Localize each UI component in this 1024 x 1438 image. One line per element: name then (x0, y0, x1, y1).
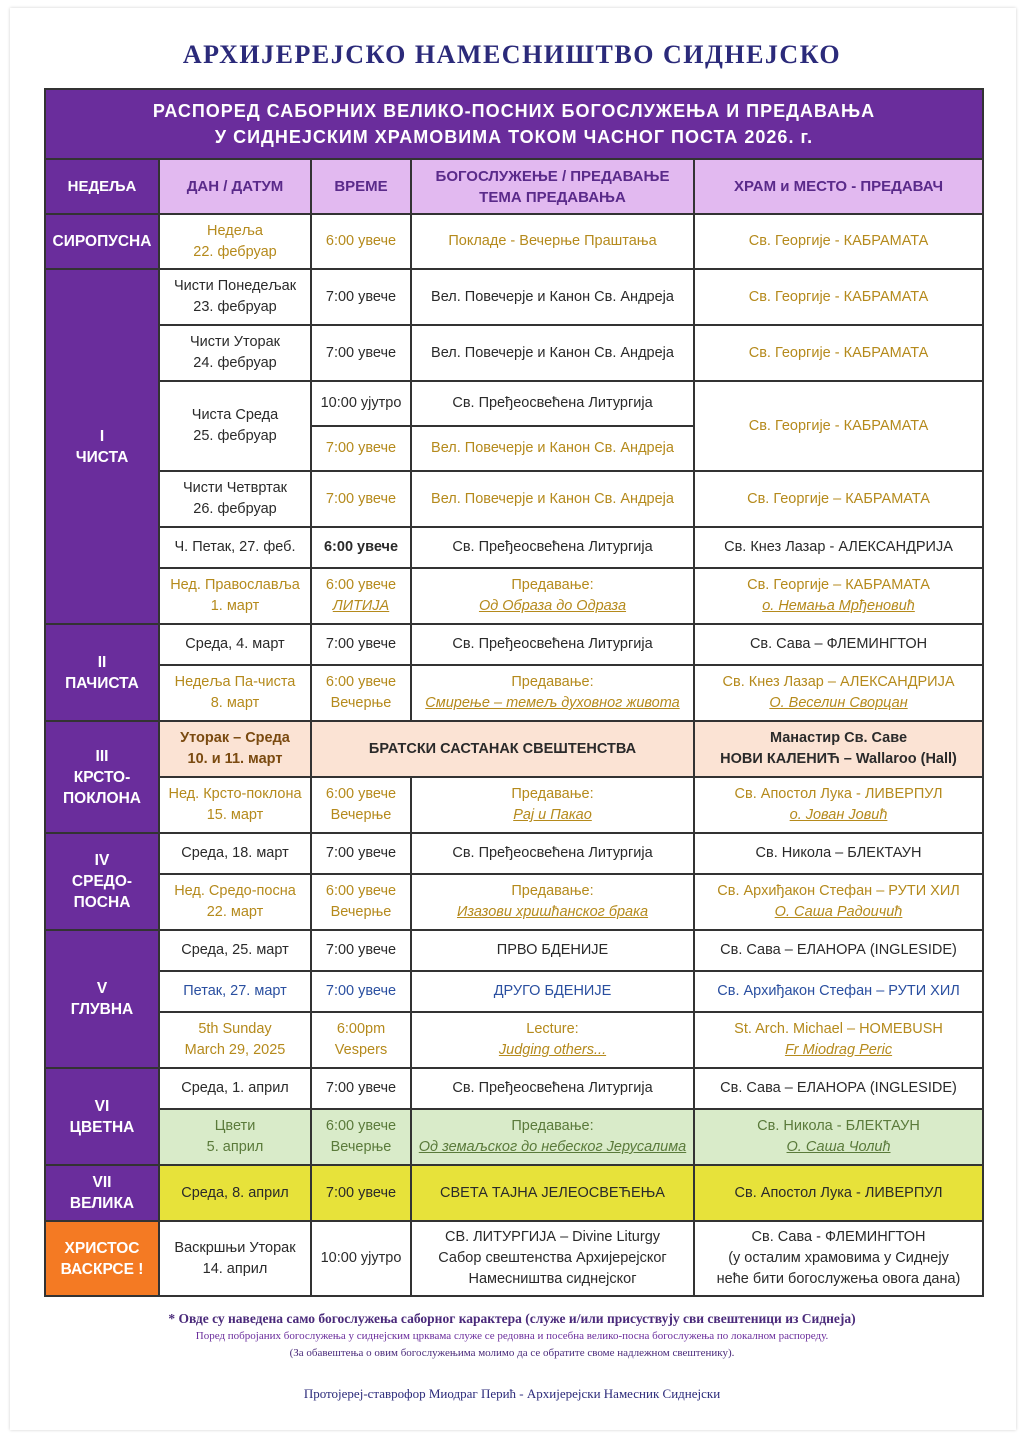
place-cell (694, 1012, 983, 1068)
place-cell (694, 665, 983, 721)
date-line: Ч. Петак, 27. феб. (174, 539, 296, 555)
date-line: Среда, 1. април (181, 1080, 289, 1096)
place-line: (у осталим храмовима у Сиднеју (728, 1250, 949, 1266)
date-cell (159, 874, 311, 930)
place-cell (694, 930, 983, 971)
time-line: 7:00 увече (325, 983, 397, 999)
week-line: V (96, 980, 108, 997)
time-cell (311, 214, 411, 269)
place-line: Св. Кнез Лазар - АЛЕКСАНДРИЈА (724, 539, 953, 555)
date-line: Недеља (207, 222, 263, 239)
lecture-topic: Од земаљског до небеског Јерусалима (418, 1139, 687, 1155)
service-cell (411, 1165, 694, 1221)
service-line: Вел. Повечерје и Канон Св. Андреја (431, 440, 674, 456)
lecture-topic: Смирење – темељ духовног живота (425, 695, 680, 711)
service-cell (411, 527, 694, 568)
date-line: Недеља Па-чиста (174, 674, 296, 690)
place-line: Св. Архиђакон Стефан – РУТИ ХИЛ (717, 883, 960, 899)
week-line: ЧИСТА (75, 448, 129, 466)
place-line: Св. Георгије - КАБРАМАТА (748, 233, 929, 249)
date-cell (159, 665, 311, 721)
place-cell (694, 1221, 983, 1296)
date-cell (159, 971, 311, 1012)
date-line: 22. фебруар (193, 243, 277, 260)
lecture-topic: Рај и Пакао (513, 807, 592, 823)
service-cell (411, 426, 694, 471)
week-line: СИРОПУСНА (52, 233, 152, 250)
time-line: Vespers (334, 1042, 388, 1058)
service-line: ПРВО БДЕНИЈЕ (496, 942, 609, 958)
time-cell (311, 1012, 411, 1068)
time-line: 10:00 ујутро (320, 1250, 402, 1266)
service-cell (411, 624, 694, 665)
lecturer-name: О. Саша Чолић (786, 1139, 891, 1155)
service-line: Св. Пређеосвећена Литургија (452, 636, 653, 652)
service-cell (411, 930, 694, 971)
footnote-secondary: Поред побројаних богослужења у сиднејским црквама служе се редовна и посебна велико-посна богослужења по локалном распореду. (195, 1330, 829, 1342)
service-cell (411, 1068, 694, 1109)
week-line: КРСТО- (73, 768, 131, 786)
week-line: VII (92, 1174, 112, 1191)
week-line: ВАСКРСЕ ! (60, 1260, 144, 1278)
place-line: Св. Сава – ЕЛАНОРА (INGLESIDE) (720, 1080, 957, 1096)
date-cell (159, 527, 311, 568)
service-cell (411, 381, 694, 426)
lecture-topic: Judging others... (498, 1042, 607, 1058)
place-cell (694, 1068, 983, 1109)
banner-row (45, 89, 983, 159)
place-cell (694, 527, 983, 568)
date-line: 26. фебруар (193, 501, 277, 517)
date-line: Среда, 18. март (181, 845, 289, 861)
banner-line: У СИДНЕЈСКИМ ХРАМОВИМА ТОКОМ ЧАСНОГ ПОСТА 2026. г. (214, 127, 814, 147)
header-service (411, 159, 694, 214)
time-line: 7:00 увече (325, 942, 397, 958)
time-line: 7:00 увече (325, 288, 397, 305)
schedule-table (44, 88, 984, 1297)
week-line: IV (94, 852, 110, 869)
lecturer-name: Fr Miodrag Peric (784, 1042, 893, 1058)
service-cell (411, 1109, 694, 1165)
time-line: 7:00 увече (325, 636, 397, 652)
place-line: Св. Сава – ЕЛАНОРА (INGLESIDE) (720, 942, 957, 958)
time-line: Вечерње (330, 904, 392, 920)
header-service-line: ТЕМА ПРЕДАВАЊА (479, 188, 626, 206)
table-row (45, 1221, 983, 1296)
date-line: Чисти Четвртак (182, 480, 287, 496)
date-line: 5th Sunday (198, 1021, 272, 1037)
table-row (45, 214, 983, 269)
date-line: Чисти Уторак (189, 334, 280, 350)
date-line: 25. фебруар (193, 428, 277, 444)
place-line: Манастир Св. Саве (769, 730, 908, 746)
week-line: ПАЧИСТА (65, 674, 139, 692)
date-cell (159, 624, 311, 665)
service-line: Предавање: (511, 674, 594, 690)
time-line: 10:00 ујутро (320, 395, 402, 411)
time-cell (311, 624, 411, 665)
lecturer-name: о. Јован Јовић (789, 807, 888, 823)
service-cell (411, 833, 694, 874)
time-cell (311, 777, 411, 833)
date-line: 10. и 11. март (187, 751, 283, 767)
date-cell (159, 1109, 311, 1165)
time-cell (311, 930, 411, 971)
service-line: Вел. Повечерје и Канон Св. Андреја (431, 344, 674, 361)
service-cell (411, 971, 694, 1012)
time-line: 6:00 увече (325, 786, 397, 802)
date-cell (159, 1221, 311, 1296)
place-cell (694, 777, 983, 833)
date-cell (159, 325, 311, 381)
time-line: 7:00 увече (325, 490, 397, 507)
place-cell (694, 721, 983, 777)
time-cell (311, 381, 411, 426)
week-label (45, 930, 159, 1068)
table-row (45, 624, 983, 665)
date-cell (159, 568, 311, 624)
place-line: Св. Апостол Лука - ЛИВЕРПУЛ (734, 1184, 943, 1201)
table-row (45, 527, 983, 568)
header-place: ХРАМ и МЕСТО - ПРЕДАВАЧ (694, 159, 983, 214)
place-line: Св. Георгије - КАБРАМАТА (748, 417, 929, 434)
week-line: СРЕДО- (71, 873, 133, 890)
time-line: 6:00 увече (323, 539, 399, 555)
service-line: БРАТСКИ САСТАНАК СВЕШТЕНСТВА (368, 740, 637, 757)
date-cell (159, 1068, 311, 1109)
date-line: 1. март (210, 598, 260, 614)
date-line: 23. фебруар (193, 299, 277, 315)
date-cell (159, 471, 311, 527)
time-line: 6:00 увече (325, 883, 397, 899)
place-line: НОВИ КАЛЕНИЋ – Wallaroo (Hall) (720, 751, 957, 767)
table-row (45, 325, 983, 381)
lecturer-name: О. Саша Радоичић (774, 904, 903, 920)
place-cell (694, 971, 983, 1012)
time-cell (311, 874, 411, 930)
header-service-line: БОГОСЛУЖЕЊЕ / ПРЕДАВАЊЕ (435, 167, 670, 185)
time-cell (311, 269, 411, 325)
footnote-contact: (За обавештења о овим богослужењима молимо да се обратите своме надлежном свештенику). (289, 1347, 735, 1359)
place-line: Св. Сава – ФЛЕМИНГТОН (749, 636, 928, 652)
date-cell (159, 381, 311, 471)
week-line: III (95, 747, 109, 765)
place-line: Св. Апостол Лука - ЛИВЕРПУЛ (734, 786, 943, 802)
header-week: НЕДЕЉА (45, 159, 159, 214)
table-row (45, 381, 983, 426)
table-row (45, 874, 983, 930)
date-cell (159, 214, 311, 269)
date-cell (159, 1012, 311, 1068)
service-line: Св. Пређеосвећена Литургија (452, 845, 653, 861)
service-line: Вел. Повечерје и Канон Св. Андреја (431, 288, 674, 305)
table-row (45, 471, 983, 527)
place-cell (694, 1109, 983, 1165)
lecturer-name: О. Веселин Сворцан (769, 695, 908, 711)
table-row (45, 1012, 983, 1068)
date-line: Васкршњи Уторак (174, 1239, 296, 1256)
header-time: ВРЕМЕ (311, 159, 411, 214)
week-line: II (97, 653, 107, 671)
place-cell (694, 833, 983, 874)
header-row (45, 159, 983, 214)
service-line: СВЕТА ТАЈНА ЈЕЛЕОСВЕЋЕЊА (440, 1184, 665, 1201)
week-line: ХРИСТОС (64, 1239, 140, 1257)
week-line: ЦВЕТНА (69, 1118, 135, 1136)
place-line: неће бити богослужења овога дана) (716, 1271, 961, 1287)
week-line: VI (94, 1097, 110, 1115)
place-line: Св. Георгије - КАБРАМАТА (748, 288, 929, 305)
date-line: March 29, 2025 (184, 1042, 286, 1058)
service-line: ДРУГО БДЕНИЈЕ (493, 983, 612, 999)
week-label (45, 1165, 159, 1221)
time-cell (311, 1109, 411, 1165)
place-line: Св. Георгије – КАБРАМАТА (747, 490, 930, 507)
place-line: Св. Георгије - КАБРАМАТА (748, 344, 929, 361)
date-line: Петак, 27. март (183, 983, 287, 999)
date-line: 8. март (210, 695, 260, 711)
service-line: Покладе - Вечерње Праштања (448, 233, 657, 249)
service-cell (411, 325, 694, 381)
date-cell (159, 777, 311, 833)
date-cell (159, 930, 311, 971)
time-line: Вечерње (330, 807, 392, 823)
date-line: Нед. Крсто-поклона (168, 786, 302, 802)
time-line: 6:00pm (336, 1021, 386, 1037)
service-cell (411, 568, 694, 624)
week-line: ПОКЛОНА (63, 789, 141, 807)
place-cell (694, 381, 983, 471)
service-line: СВ. ЛИТУРГИЈА – Divine Liturgy (444, 1229, 661, 1245)
service-line: Намесништва сиднејског (468, 1271, 637, 1287)
time-line: 7:00 увече (325, 1080, 397, 1096)
service-cell (411, 777, 694, 833)
page-title: АРХИЈЕРЕЈСКО НАМЕСНИШТВО СИДНЕЈСКО (182, 40, 842, 69)
date-line: Нед. Средо-посна (174, 883, 296, 899)
lecture-topic: Од Образа до Одраза (478, 598, 627, 614)
banner-line: РАСПОРЕД САБОРНИХ ВЕЛИКО-ПОСНИХ БОГОСЛУЖЕЊА И ПРЕДАВАЊА (152, 101, 876, 121)
service-cell (411, 471, 694, 527)
service-line: Св. Пређеосвећена Литургија (452, 1080, 653, 1096)
date-line: 22. март (206, 904, 264, 920)
time-line: 6:00 увече (325, 577, 397, 593)
time-cell (311, 426, 411, 471)
time-line: 6:00 увече (325, 233, 397, 249)
service-cell (411, 874, 694, 930)
time-cell (311, 527, 411, 568)
table-row (45, 269, 983, 325)
date-cell (159, 833, 311, 874)
week-label (45, 833, 159, 930)
time-line: 6:00 увече (325, 674, 397, 690)
table-row (45, 1068, 983, 1109)
service-line: Св. Пређеосвећена Литургија (452, 539, 653, 555)
week-label (45, 1068, 159, 1165)
place-line: Св. Архиђакон Стефан – РУТИ ХИЛ (717, 983, 960, 999)
date-line: 5. април (206, 1139, 264, 1155)
week-line: I (99, 427, 105, 445)
service-line: Lecture: (526, 1021, 579, 1037)
week-label (45, 721, 159, 833)
time-line: 7:00 увече (325, 845, 397, 861)
header-date: ДАН / ДАТУМ (159, 159, 311, 214)
table-row (45, 1165, 983, 1221)
table-row (45, 930, 983, 971)
service-line: Вел. Повечерје и Канон Св. Андреја (431, 490, 674, 507)
date-line: 14. април (202, 1260, 268, 1277)
place-cell (694, 269, 983, 325)
date-line: Чисти Понедељак (173, 278, 297, 294)
date-line: Среда, 4. март (185, 636, 285, 652)
week-label (45, 269, 159, 624)
lecture-topic: Изазови хришћанског брака (456, 904, 649, 920)
time-line: 7:00 увече (325, 1184, 397, 1201)
place-line: Св. Никола – БЛЕКТАУН (755, 845, 922, 861)
place-cell (694, 471, 983, 527)
time-cell (311, 325, 411, 381)
date-line: 15. март (206, 807, 264, 823)
date-line: Среда, 8. април (181, 1184, 289, 1201)
service-cell (411, 665, 694, 721)
lecturer-name: о. Немања Мрђеновић (762, 598, 915, 614)
date-cell (159, 1165, 311, 1221)
table-row (45, 777, 983, 833)
date-line: Нед. Православља (170, 577, 300, 593)
week-line: ГЛУВНА (70, 1001, 134, 1018)
time-line: 7:00 увече (325, 344, 397, 361)
date-line: Уторак – Среда (180, 730, 290, 746)
time-line: 7:00 увече (325, 440, 397, 456)
table-row (45, 568, 983, 624)
table-row (45, 665, 983, 721)
service-line: Сабор свештенства Архијерејског (438, 1250, 667, 1266)
service-line: Предавање: (511, 1118, 594, 1134)
place-line: St. Arch. Michael – HOMEBUSH (734, 1021, 943, 1037)
date-line: Среда, 25. март (181, 942, 289, 958)
place-cell (694, 568, 983, 624)
place-line: Св. Сава - ФЛЕМИНГТОН (751, 1229, 926, 1245)
place-line: Св. Георгије – КАБРАМАТА (747, 577, 930, 593)
place-cell (694, 214, 983, 269)
week-label (45, 624, 159, 721)
place-cell (694, 325, 983, 381)
time-cell (311, 1221, 411, 1296)
date-cell (159, 269, 311, 325)
time-cell (311, 471, 411, 527)
schedule-banner (45, 89, 983, 159)
week-line: ПОСНА (73, 894, 131, 911)
service-line: Предавање: (511, 577, 594, 593)
table-row (45, 721, 983, 777)
service-cell (411, 269, 694, 325)
date-line: Чиста Среда (191, 407, 279, 423)
time-cell (311, 568, 411, 624)
time-cell (311, 971, 411, 1012)
service-line: Предавање: (511, 786, 594, 802)
table-row (45, 971, 983, 1012)
service-cell (411, 1221, 694, 1296)
service-cell (311, 721, 694, 777)
table-row (45, 833, 983, 874)
week-label (45, 1221, 159, 1296)
service-cell (411, 214, 694, 269)
place-cell (694, 1165, 983, 1221)
place-line: Св. Кнез Лазар – АЛЕКСАНДРИЈА (722, 674, 955, 690)
place-cell (694, 624, 983, 665)
time-line: Вечерње (330, 1139, 392, 1155)
service-cell (411, 1012, 694, 1068)
date-cell (159, 721, 311, 777)
place-cell (694, 874, 983, 930)
week-line: ВЕЛИКА (69, 1195, 135, 1212)
service-line: Св. Пређеосвећена Литургија (452, 395, 653, 411)
week-label (45, 214, 159, 269)
time-cell (311, 665, 411, 721)
table-row (45, 1109, 983, 1165)
time-cell (311, 1165, 411, 1221)
time-cell (311, 833, 411, 874)
service-line: Предавање: (511, 883, 594, 899)
footnote-main: * Овде су наведена само богослужења саборног карактера (служе и/или присуствују сви свештеници из Сиднеја) (168, 1311, 856, 1326)
date-line: 24. фебруар (193, 355, 277, 371)
place-line: Св. Никола - БЛЕКТАУН (757, 1118, 920, 1134)
time-line: 6:00 увече (325, 1118, 397, 1134)
time-line: ЛИТИЈА (332, 598, 390, 614)
signature-line: Протојереј-ставрофор Миодраг Перић - Архијерејски Намесник Сиднејски (303, 1386, 721, 1401)
date-line: Цвети (214, 1118, 256, 1134)
time-cell (311, 1068, 411, 1109)
time-line: Вечерње (330, 695, 392, 711)
